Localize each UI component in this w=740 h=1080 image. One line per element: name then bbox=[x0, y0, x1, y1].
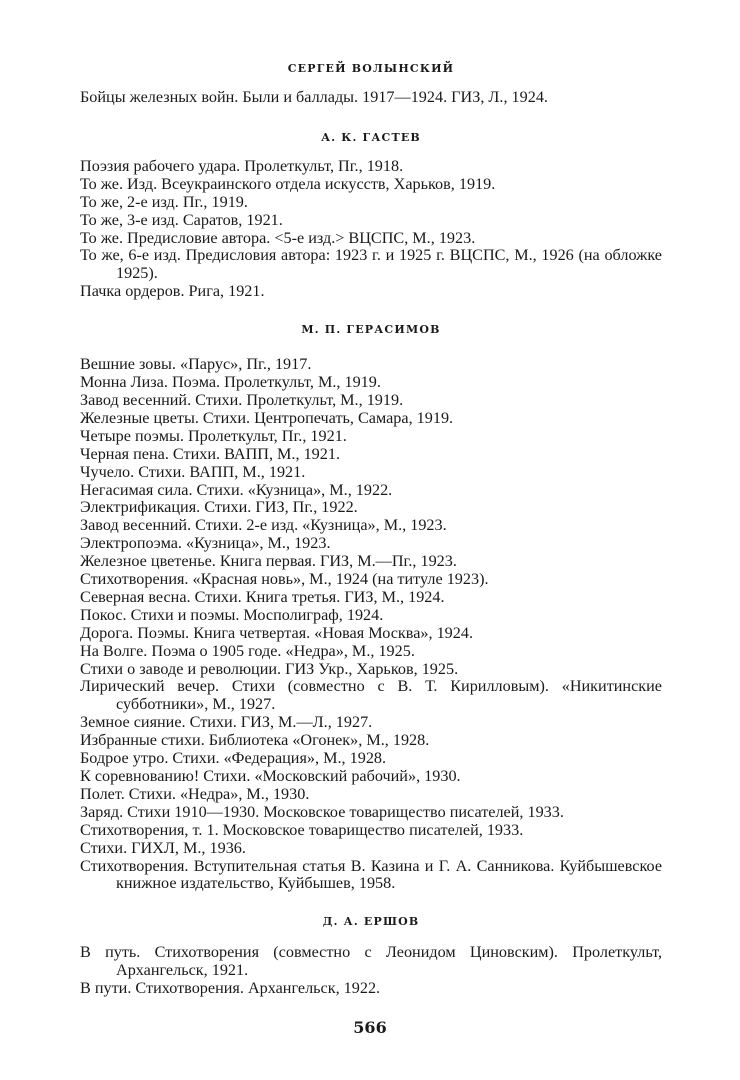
bibliography-entry: Стихи о заводе и революции. ГИЗ Укр., Харьков, 1925. bbox=[80, 659, 459, 678]
bibliography-entry: То же. Предисловие автора. <5-е изд.> ВЦСПС, М., 1923. bbox=[80, 228, 476, 247]
bibliography-entry: Стихотворения. Вступительная статья В. Казина и Г. А. Санникова. Куйбышевское книжное издательство, Куйбышев, 1958. bbox=[80, 856, 662, 893]
section-volynsky bbox=[80, 62, 662, 107]
book-page bbox=[80, 62, 662, 998]
bibliography-entry: То же, 6-е изд. Предисловия автора: 1923 г. и 1925 г. ВЦСПС, М., 1926 (на обложке 1925). bbox=[80, 246, 662, 283]
bibliography-entry: Завод весенний. Стихи. Пролеткульт, М., 1919. bbox=[80, 390, 404, 409]
bibliography-entry: Земное сияние. Стихи. ГИЗ, М.—Л., 1927. bbox=[80, 713, 373, 732]
bibliography-entry: То же. Изд. Всеукраинского отдела искусств, Харьков, 1919. bbox=[80, 174, 496, 193]
bibliography-entry: То же, 2-е изд. Пг., 1919. bbox=[80, 192, 248, 211]
bibliography-entry: Черная пена. Стихи. ВАПП, М., 1921. bbox=[80, 444, 340, 463]
bibliography-entry: Дорога. Поэмы. Книга четвертая. «Новая Москва», 1924. bbox=[80, 623, 473, 642]
bibliography-entry: Лирический вечер. Стихи (совместно с В. Т. Кирилловым). «Никитинские субботники», М., 1927. bbox=[80, 677, 662, 714]
bibliography-entry: Четыре поэмы. Пролеткульт, Пг., 1921. bbox=[80, 426, 347, 445]
bibliography-entry: Железные цветы. Стихи. Центропечать, Самара, 1919. bbox=[80, 408, 454, 427]
bibliography-entry: Избранные стихи. Библиотека «Огонек», М., 1928. bbox=[80, 731, 430, 750]
bibliography-entry: Вешние зовы. «Парус», Пг., 1917. bbox=[80, 355, 312, 374]
bibliography-entry: Завод весенний. Стихи. 2-е изд. «Кузница», М., 1923. bbox=[80, 516, 447, 535]
section-ershov bbox=[80, 915, 662, 998]
author-heading: СЕРГЕЙ ВОЛЫНСКИЙ bbox=[287, 62, 455, 75]
bibliography-entry: В пути. Стихотворения. Архангельск, 1922. bbox=[80, 979, 381, 998]
section-gerasimov bbox=[80, 323, 662, 893]
bibliography-entry: Монна Лиза. Поэма. Пролеткульт, М., 1919. bbox=[80, 373, 381, 392]
bibliography-entry: Полет. Стихи. «Недра», М., 1930. bbox=[80, 784, 310, 803]
author-heading: Д. А. ЕРШОВ bbox=[322, 915, 420, 929]
bibliography-entry: То же, 3-е изд. Саратов, 1921. bbox=[80, 210, 283, 229]
bibliography-entry: Электропоэма. «Кузница», М., 1923. bbox=[80, 534, 331, 553]
author-heading: А. К. ГАСТЕВ bbox=[321, 130, 421, 144]
bibliography-entry: Заряд. Стихи 1910—1930. Московское товарищество писателей, 1933. bbox=[80, 802, 564, 821]
bibliography-entry: На Волге. Поэма о 1905 годе. «Недра», М., 1925. bbox=[80, 641, 415, 660]
bibliography-entry: Стихотворения, т. 1. Московское товарищество писателей, 1933. bbox=[80, 820, 524, 839]
bibliography-entry: Электрификация. Стихи. ГИЗ, Пг., 1922. bbox=[80, 498, 358, 517]
bibliography-entry: Поэзия рабочего удара. Пролеткульт, Пг., 1918. bbox=[80, 156, 404, 175]
bibliography-entry: Негасимая сила. Стихи. «Кузница», М., 1922. bbox=[80, 480, 393, 499]
page-number: 566 bbox=[353, 1018, 387, 1037]
bibliography-entry: Железное цветенье. Книга первая. ГИЗ, М.—Пг., 1923. bbox=[80, 552, 457, 571]
bibliography-entry: Бодрое утро. Стихи. «Федерация», М., 1928. bbox=[80, 749, 387, 768]
bibliography-entry: К соревнованию! Стихи. «Московский рабочий», 1930. bbox=[80, 767, 461, 785]
bibliography-entry: Чучело. Стихи. ВАПП, М., 1921. bbox=[80, 462, 306, 481]
author-heading: М. П. ГЕРАСИМОВ bbox=[301, 323, 441, 337]
bibliography-entry: Бойцы железных войн. Были и баллады. 1917—1924. ГИЗ, Л., 1924. bbox=[80, 88, 548, 106]
bibliography-entry: Стихотворения. «Красная новь», М., 1924 (на титуле 1923). bbox=[80, 570, 489, 589]
bibliography-entry: Покос. Стихи и поэмы. Мосполиграф, 1924. bbox=[80, 605, 384, 624]
bibliography-entry: В путь. Стихотворения (совместно с Леонидом Циновским). Пролеткульт, Архангельск, 1921. bbox=[80, 943, 662, 980]
bibliography-entry: Пачка ордеров. Рига, 1921. bbox=[80, 282, 265, 301]
section-gastev bbox=[80, 131, 662, 301]
bibliography-entry: Северная весна. Стихи. Книга третья. ГИЗ, М., 1924. bbox=[80, 587, 445, 606]
bibliography-entry: Стихи. ГИХЛ, М., 1936. bbox=[80, 838, 246, 857]
